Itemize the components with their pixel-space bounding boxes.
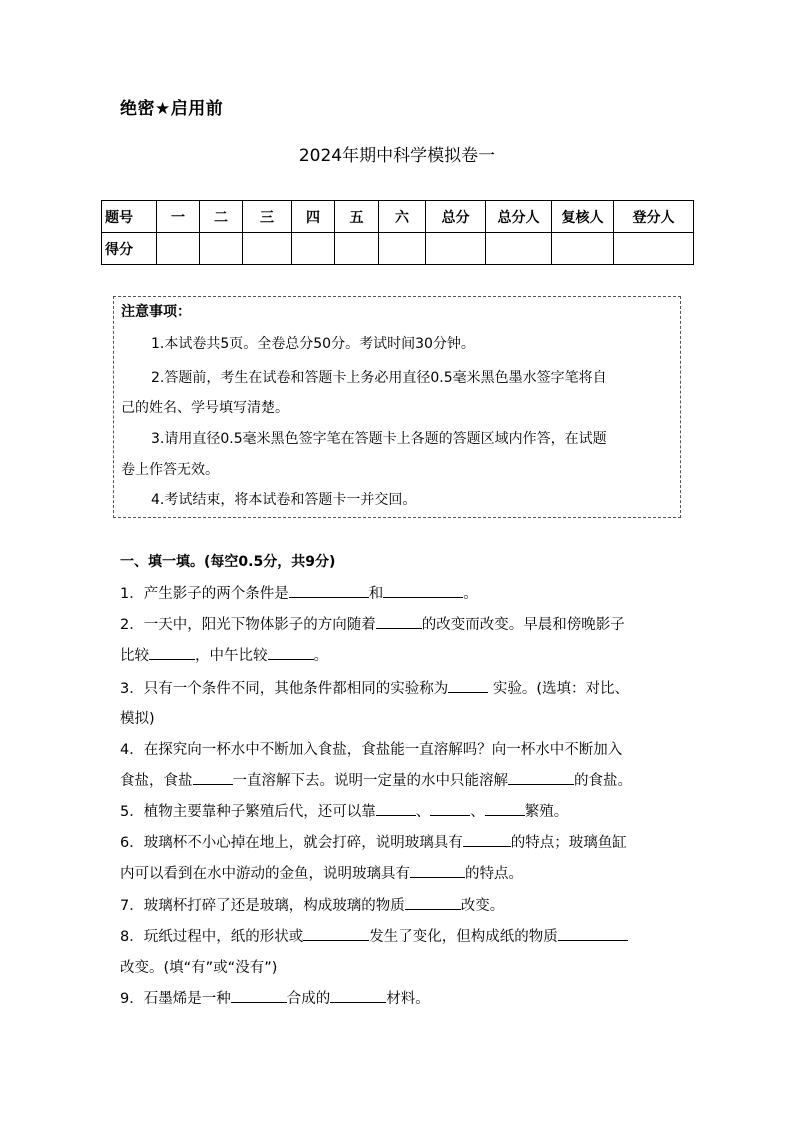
question-text: 一直溶解下去。说明一定量的水中只能溶解 <box>232 773 508 789</box>
score-table-header-row <box>102 201 694 233</box>
question-text: 。 <box>463 586 478 602</box>
question-6 <box>120 831 627 852</box>
question-text: ，中午比较 <box>195 648 268 664</box>
question-5 <box>120 800 568 821</box>
score-cell <box>379 233 426 265</box>
notice-line: 卷上作答无效。 <box>121 462 219 478</box>
question-text: 繁殖。 <box>524 804 569 820</box>
answer-blank[interactable] <box>485 801 525 816</box>
question-6-cont <box>120 862 523 883</box>
question-3-cont <box>120 707 155 728</box>
question-text: 、 <box>470 804 485 820</box>
question-text: 食盐，食盐 <box>120 773 193 789</box>
answer-blank[interactable] <box>410 863 465 878</box>
question-text: 比较 <box>120 648 149 664</box>
notice-line: 2.答题前，考生在试卷和答题卡上务必用直径0.5毫米黑色墨水签字笔将自 <box>151 370 607 386</box>
answer-blank[interactable] <box>376 614 422 629</box>
confidential-label: 绝密★启用前 <box>120 99 224 119</box>
question-text: 合成的 <box>286 991 331 1007</box>
question-text: 的食盐。 <box>574 773 632 789</box>
score-cell <box>200 233 243 265</box>
header-cell: 六 <box>379 201 426 233</box>
answer-blank[interactable] <box>268 645 314 660</box>
header-cell: 一 <box>157 201 200 233</box>
question-2 <box>120 613 625 634</box>
answer-blank[interactable] <box>303 926 369 941</box>
question-text: 实验。(选填：对比、 <box>488 681 629 697</box>
header-cell: 三 <box>243 201 292 233</box>
score-label: 得分 <box>102 233 157 265</box>
score-cell <box>614 233 694 265</box>
answer-blank[interactable] <box>330 988 386 1003</box>
header-cell: 四 <box>292 201 335 233</box>
section-title: 一、填一填。(每空0.5分，共9分) <box>120 554 336 570</box>
answer-blank[interactable] <box>289 583 369 598</box>
question-text: 改变。(填“有”或“没有”) <box>120 960 278 976</box>
score-cell <box>426 233 486 265</box>
score-table-score-row <box>102 233 694 265</box>
score-cell <box>552 233 614 265</box>
header-cell: 总分人 <box>486 201 552 233</box>
notice-box <box>113 296 681 518</box>
notice-line: 1.本试卷共5页。全卷总分50分。考试时间30分钟。 <box>151 336 475 352</box>
question-8 <box>120 925 628 946</box>
header-cell: 总分 <box>426 201 486 233</box>
question-4 <box>120 738 622 759</box>
question-text: 3．只有一个条件不同，其他条件都相同的实验称为 <box>120 681 449 697</box>
score-table <box>101 200 694 265</box>
answer-blank[interactable] <box>376 801 416 816</box>
answer-blank[interactable] <box>149 645 195 660</box>
question-text: 8．玩纸过程中，纸的形状或 <box>120 929 304 945</box>
notice-title: 注意事项： <box>121 304 191 320</box>
score-cell <box>157 233 200 265</box>
question-text: 、 <box>415 804 431 820</box>
answer-blank[interactable] <box>231 988 287 1003</box>
answer-blank[interactable] <box>383 583 463 598</box>
question-text: 的特点；玻璃鱼缸 <box>510 835 627 851</box>
question-text: 内可以看到在水中游动的金鱼，说明玻璃具有 <box>120 866 410 882</box>
answer-blank[interactable] <box>405 895 461 910</box>
question-text: 发生了变化，但构成纸的物质 <box>369 929 558 945</box>
question-text: 和 <box>368 586 384 602</box>
answer-blank[interactable] <box>430 801 470 816</box>
question-text: 的特点。 <box>465 866 523 882</box>
answer-blank[interactable] <box>193 770 233 785</box>
notice-line: 4.考试结束，将本试卷和答题卡一并交回。 <box>151 492 417 508</box>
question-text: 改变。 <box>460 898 505 914</box>
header-cell: 登分人 <box>614 201 694 233</box>
answer-blank[interactable] <box>558 926 628 941</box>
question-8-cont <box>120 956 277 977</box>
question-2-cont <box>120 644 328 665</box>
score-cell <box>486 233 552 265</box>
question-text: 5．植物主要靠种子繁殖后代，还可以靠 <box>120 804 376 820</box>
question-1 <box>120 582 478 603</box>
question-text: 7．玻璃杯打碎了还是玻璃，构成玻璃的物质 <box>120 898 405 914</box>
question-text: 6．玻璃杯不小心掉在地上，就会打碎，说明玻璃具有 <box>120 835 463 851</box>
score-cell <box>243 233 292 265</box>
question-text: 4．在探究向一杯水中不断加入食盐，食盐能一直溶解吗？向一杯水中不断加入 <box>120 742 623 758</box>
question-4-cont <box>120 769 632 790</box>
header-cell: 二 <box>200 201 243 233</box>
score-cell <box>335 233 379 265</box>
header-cell: 复核人 <box>552 201 614 233</box>
header-cell: 题号 <box>102 201 157 233</box>
question-text: 。 <box>313 648 328 664</box>
answer-blank[interactable] <box>463 832 511 847</box>
question-text: 1．产生影子的两个条件是 <box>120 586 289 602</box>
question-9 <box>120 987 430 1008</box>
question-text: 9．石墨烯是一种 <box>120 991 231 1007</box>
notice-line: 己的姓名、学号填写清楚。 <box>121 400 289 416</box>
question-text: 模拟) <box>120 711 155 727</box>
exam-title: 2024年期中科学模拟卷一 <box>298 146 496 166</box>
question-3 <box>120 677 629 698</box>
question-text: 的改变而改变。早晨和傍晚影子 <box>421 617 625 633</box>
question-text: 材料。 <box>386 991 430 1007</box>
answer-blank[interactable] <box>448 678 488 693</box>
question-text: 2．一天中，阳光下物体影子的方向随着 <box>120 617 376 633</box>
answer-blank[interactable] <box>508 770 574 785</box>
question-7 <box>120 894 504 915</box>
score-cell <box>292 233 335 265</box>
notice-line: 3.请用直径0.5毫米黑色签字笔在答题卡上各题的答题区域内作答，在试题 <box>151 431 607 447</box>
header-cell: 五 <box>335 201 379 233</box>
